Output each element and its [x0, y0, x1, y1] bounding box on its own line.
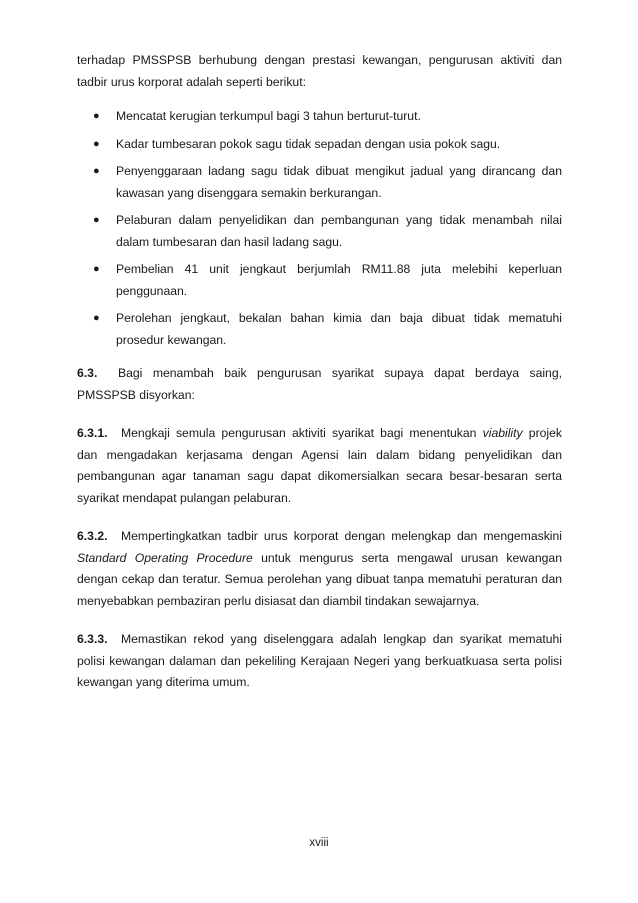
list-item-text: Mencatat kerugian terkumpul bagi 3 tahun berturut-turut. — [116, 109, 421, 123]
italic-term: Standard Operating Procedure — [77, 550, 253, 565]
bullet-icon: ● — [93, 110, 100, 122]
list-item-text: Penyenggaraan ladang sagu tidak dibuat mengikut jadual yang dirancang dan kawasan yang disenggara semakin berkurangan. — [116, 164, 562, 200]
findings-list — [77, 106, 562, 351]
bullet-icon: ● — [93, 312, 100, 324]
list-item — [77, 210, 562, 253]
section-number: 6.3.3. — [77, 632, 108, 646]
bullet-icon: ● — [93, 165, 100, 177]
section-text: Mempertingkatkan tadbir urus korporat dengan melengkap dan mengemaskini — [121, 529, 562, 543]
list-item-text: Pembelian 41 unit jengkaut berjumlah RM11.88 juta melebihi keperluan penggunaan. — [116, 262, 562, 298]
section-number: 6.3.1. — [77, 426, 108, 440]
section-6-3-2 — [77, 526, 562, 612]
list-item — [77, 134, 562, 156]
list-item-text: Perolehan jengkaut, bekalan bahan kimia dan baja dibuat tidak mematuhi prosedur kewangan. — [116, 311, 562, 347]
list-item — [77, 308, 562, 351]
section-text: Memastikan rekod yang diselenggara adalah lengkap dan syarikat mematuhi polisi kewangan dalaman dan pekeliling Kerajaan Negeri yang berkuatkuasa serta polisi kewangan yang diterima umum. — [77, 632, 562, 689]
section-text: Mengkaji semula pengurusan aktiviti syarikat bagi menentukan — [121, 426, 483, 440]
section-6-3-3 — [77, 629, 562, 694]
section-text: Bagi menambah baik pengurusan syarikat supaya dapat berdaya saing, PMSSPSB disyorkan: — [77, 366, 562, 402]
section-text: untuk mengurus serta mengawal urusan kewangan dengan cekap dan teratur. Semua perolehan yang dibuat tanpa mematuhi peraturan dan menyebabkan pembaziran perlu disiasat dan diambil tindakan sewajarnya. — [77, 550, 562, 608]
italic-term: viability — [482, 426, 523, 440]
list-item — [77, 106, 562, 128]
section-text: projek dan mengadakan kerjasama dengan Agensi lain dalam bidang penyelidikan dan pembangunan agar tanaman sagu dapat dikomersialkan secara besar-besaran serta syarikat mendapat pulangan pelaburan. — [77, 426, 562, 505]
bullet-icon: ● — [93, 137, 100, 150]
list-item — [77, 161, 562, 204]
bullet-icon: ● — [93, 214, 100, 226]
section-6-3-1 — [77, 423, 562, 509]
list-item — [77, 259, 562, 302]
intro-paragraph: terhadap PMSSPSB berhubung dengan prestasi kewangan, pengurusan aktiviti dan tadbir urus korporat adalah seperti berikut: — [77, 53, 562, 89]
section-number: 6.3.2. — [77, 529, 108, 543]
section-6-3 — [77, 363, 562, 406]
page-number: xviii — [309, 837, 329, 849]
list-item-text: Pelaburan dalam penyelidikan dan pembangunan yang tidak menambah nilai dalam tumbesaran dan hasil ladang sagu. — [116, 213, 562, 249]
list-item-text: Kadar tumbesaran pokok sagu tidak sepadan dengan usia pokok sagu. — [116, 136, 501, 151]
document-page — [77, 50, 562, 711]
section-number: 6.3. — [77, 366, 98, 380]
bullet-icon: ● — [93, 263, 100, 275]
